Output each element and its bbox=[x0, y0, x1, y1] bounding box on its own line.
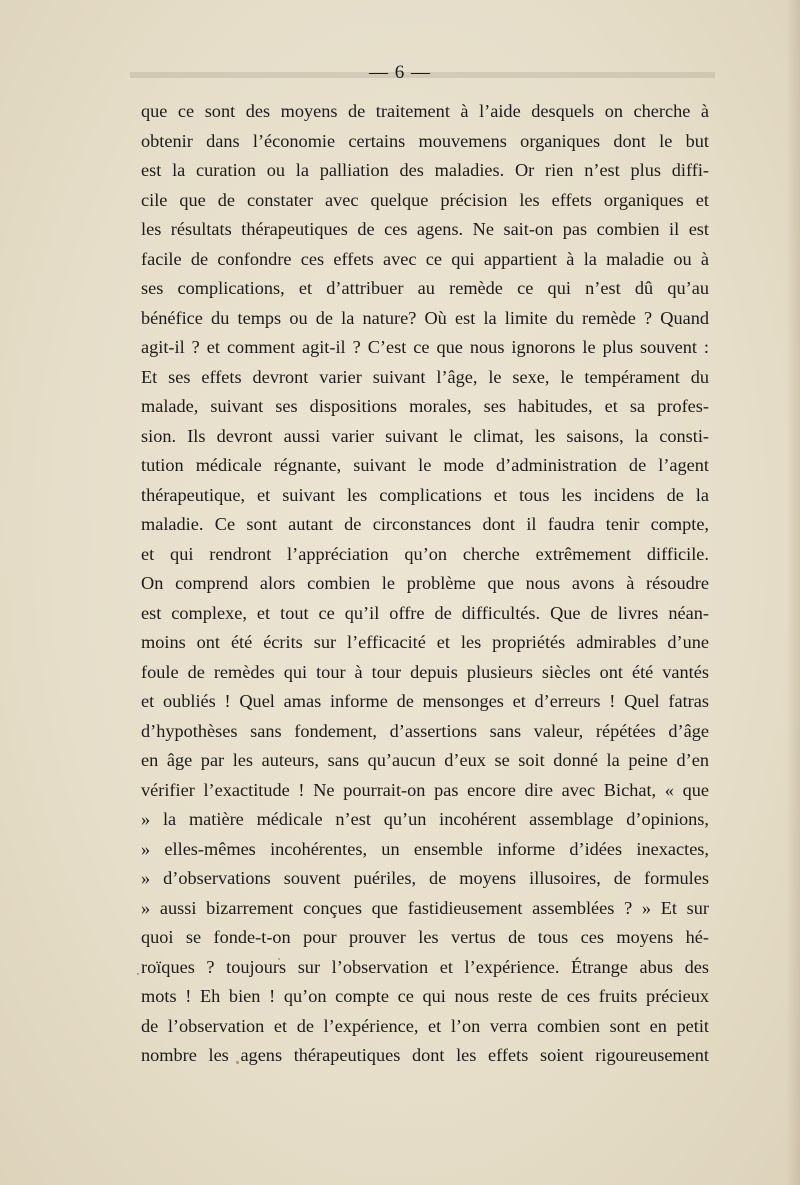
text-line: et qui rendront l’appréciation qu’on cherche extrêmement difficile. bbox=[141, 543, 709, 564]
text-line: bénéfice du temps ou de la nature? Où est la limite du remède ? Quand bbox=[141, 307, 709, 328]
page-number: — 6 — bbox=[369, 62, 431, 83]
text-line: est complexe, et tout ce qu’il offre de difficultés. Que de livres néan- bbox=[141, 602, 709, 623]
text-line: tution médicale régnante, suivant le mode d’administration de l’agent bbox=[141, 455, 709, 475]
page-edge-shadow bbox=[786, 0, 800, 1185]
text-line: On comprend alors combien le problème que nous avons à résoudre bbox=[141, 573, 709, 593]
text-line: » la matière médicale n’est qu’un incohérent assemblage d’opinions, bbox=[141, 809, 709, 829]
paper-speck bbox=[278, 958, 280, 960]
text-line: nombre les agens thérapeutiques dont les effets soient rigoureusement bbox=[141, 1045, 709, 1065]
text-line: en âge par les auteurs, sans qu’aucun d’eux se soit donné la peine d’en bbox=[141, 750, 709, 770]
text-line: est la curation ou la palliation des maladies. Or rien n’est plus diffi- bbox=[141, 160, 709, 180]
body-text bbox=[141, 97, 709, 1071]
text-line: obtenir dans l’économie certains mouvemens organiques dont le but bbox=[141, 130, 709, 151]
text-line: maladie. Ce sont autant de circonstances dont il faudra tenir compte, bbox=[141, 514, 709, 534]
text-line: facile de confondre ces effets avec ce qui appartient à la maladie ou à bbox=[141, 248, 709, 269]
text-line: ses complications, et d’attribuer au remède ce qui n’est dû qu’au bbox=[141, 278, 709, 298]
paper-speck bbox=[236, 1061, 239, 1064]
text-line: agit-il ? et comment agit-il ? C’est ce que nous ignorons le plus souvent : bbox=[141, 337, 709, 357]
text-line: mots ! Eh bien ! qu’on compte ce qui nous reste de ces fruits précieux bbox=[141, 986, 709, 1006]
text-line: malade, suivant ses dispositions morales, ses habitudes, et sa profes- bbox=[141, 396, 709, 416]
text-line: thérapeutique, et suivant les complications et tous les incidens de la bbox=[141, 484, 709, 505]
text-line: les résultats thérapeutiques de ces agens. Ne sait-on pas combien il est bbox=[141, 219, 709, 239]
text-line: vérifier l’exactitude ! Ne pourrait-on pas encore dire avec Bichat, « que bbox=[141, 779, 709, 800]
text-line: d’hypothèses sans fondement, d’assertions sans valeur, répétées d’âge bbox=[141, 720, 709, 741]
paper-speck bbox=[137, 973, 139, 975]
text-line: » d’observations souvent puériles, de moyens illusoires, de formules bbox=[141, 868, 709, 888]
text-line: » elles-mêmes incohérentes, un ensemble informe d’idées inexactes, bbox=[141, 838, 709, 859]
text-line: que ce sont des moyens de traitement à l’aide desquels on cherche à bbox=[141, 101, 709, 121]
text-line: roïques ? toujours sur l’observation et l’expérience. Étrange abus des bbox=[141, 956, 709, 977]
text-line: et oubliés ! Quel amas informe de mensonges et d’erreurs ! Quel fatras bbox=[141, 691, 709, 711]
text-line: » aussi bizarrement conçues que fastidieusement assemblées ? » Et sur bbox=[141, 897, 709, 918]
text-line: moins ont été écrits sur l’efficacité et les propriétés admirables d’une bbox=[141, 632, 709, 652]
text-line: foule de remèdes qui tour à tour depuis plusieurs siècles ont été vantés bbox=[141, 661, 709, 682]
text-line: sion. Ils devront aussi varier suivant le climat, les saisons, la consti- bbox=[141, 425, 709, 446]
text-line: Et ses effets devront varier suivant l’âge, le sexe, le tempérament du bbox=[141, 366, 709, 387]
text-line: quoi se fonde-t-on pour prouver les vertus de tous ces moyens hé- bbox=[141, 927, 709, 947]
text-line: de l’observation et de l’expérience, et l’on verra combien sont en petit bbox=[141, 1015, 709, 1036]
text-line: cile que de constater avec quelque précision les effets organiques et bbox=[141, 189, 709, 210]
